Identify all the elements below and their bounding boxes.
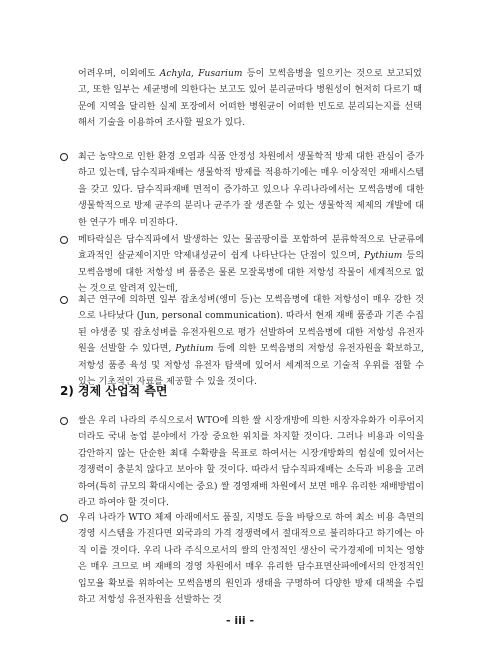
bullet-text [78,292,424,390]
page-number: - iii - [225,614,255,627]
continuation-paragraph [78,66,422,132]
bullet-text: 우리 나라가 WTO 체제 아래에서도 품질, 지명도 등을 바탕으로 하여 최소 비용 측면의 경영 시스템을 가진다면 외국과의 가격 경쟁력에서 절대적으로 불리하다고 하기에는 아직 이를 것이다. 우리 나라 주식으로서의 쌀의 안정적인 생산이 국가경제에 미치는 영향은 매우 크므로 벼 재배의 경영 차원에서 매우 유리한 담수표면산파에에서의 안정적인 입모율 확보를 위하여는 모썩음병의 원인과 생태을 구명하여 다양한 방제 대책을 수립하고 저항성 유전자원을 선발하는 것 [78,513,424,606]
bullet-text: 쌀은 우리 나라의 주식으로서 WTO에 의한 쌀 시장개방에 의한 시장자유화가 이루어지더라도 국내 농업 분야에서 가장 중요한 위치를 차지할 것이다. 그러나 비용과 이익을 감안하지 않는 단순한 최대 수확량을 목표로 하여서는 시장개방화의 험실에 있어서는 경쟁력이 충분치 않다고 보아야 할 것이다. 따라서 담수직파재배는 소득과 비용을 고려하여(특히 규모의 확대시에는 중요) 쌀 경영재배 차원에서 보면 매우 유리한 재배방법이라고 하여야 할 것이다. [78,416,424,509]
bullet-text-start: 최근 연구에 의하면 일부 잡초성벼(앵미 등)는 모썩음병에 대한 저항성이 매우 강한 것으로 나타났다 (Jun, personal communication). 따라서 현재 재배 품종과 기존 수집된 야생종 및 잡초성벼를 유전자원으로 평가 선발하여 모썩음병에 대한 저항성 유전자원을 선발할 수 있다면, [78,295,424,355]
continuation-text-end: 등이 모썩음병을 일으키는 것으로 보고되었고, 또한 일부는 세균병에 의한다는 보고도 있어 분리균마다 병원성이 현저히 다르기 때문에 지역을 달리한 실제 포장에서 어떠한 병원균이 어떠한 빈도로 분리되는지를 선택해서 기술을 이용하여 조사할 필요가 있다. [78,69,422,129]
circle-bullet-icon [60,296,68,304]
circle-bullet-icon [60,417,68,425]
section-heading: 2) 경제 산업적 측면 [60,384,168,398]
genus-name: Pythium [175,344,214,355]
circle-bullet-icon [60,514,68,522]
circle-bullet-icon [60,153,68,161]
genus-name: Pythium [363,251,403,262]
bullet-text-end: 등에 의한 모썩음병의 저항성 유전자원을 확보하고, 저항성 품종 육성 및 저항성 유전자 탐색에 있어서 세계적으로 기술적 우위를 점할 수 있는 기초적인 자료를 제공할 수 있을 것이다. [78,344,425,388]
bullet-text [78,232,424,298]
genus-names: Achyla, Fusarium [159,69,243,79]
bullet-text-end: 등의 모썩음병에 대한 저항성 벼 품종은 물론 모잘록병에 대한 저항성 작물이 세계적으로 없는 것으로 알려져 있는데, [78,251,424,295]
bullet-text: 최근 농약으로 인한 환경 오염과 식품 안정성 차원에서 생물학적 방제 대한 관심이 증가하고 있는데, 담수직파재배는 생물학적 방제를 적용하기에는 매우 이상적인 재배시스템을 갖고 있다. 담수직파재배 면적이 증가하고 있으나 우리나라에서는 모썩음병에 대한 생물학적으로 방제 균주의 분리나 균주가 잘 생존할 수 있는 생물학적 제제의 개발에 대한 연구가 매우 미진하다. [78,152,424,228]
circle-bullet-icon [60,236,68,244]
continuation-text-start: 어려우며, 이외에도 [78,69,160,79]
bullet-text-start: 메타락실은 담수직파에서 발생하는 있는 물곰팡이를 포함하여 분류학적으로 난균류에 효과적인 살균제이지만 약제내성균이 쉽게 나타난다는 단점이 있으며, [78,235,424,262]
